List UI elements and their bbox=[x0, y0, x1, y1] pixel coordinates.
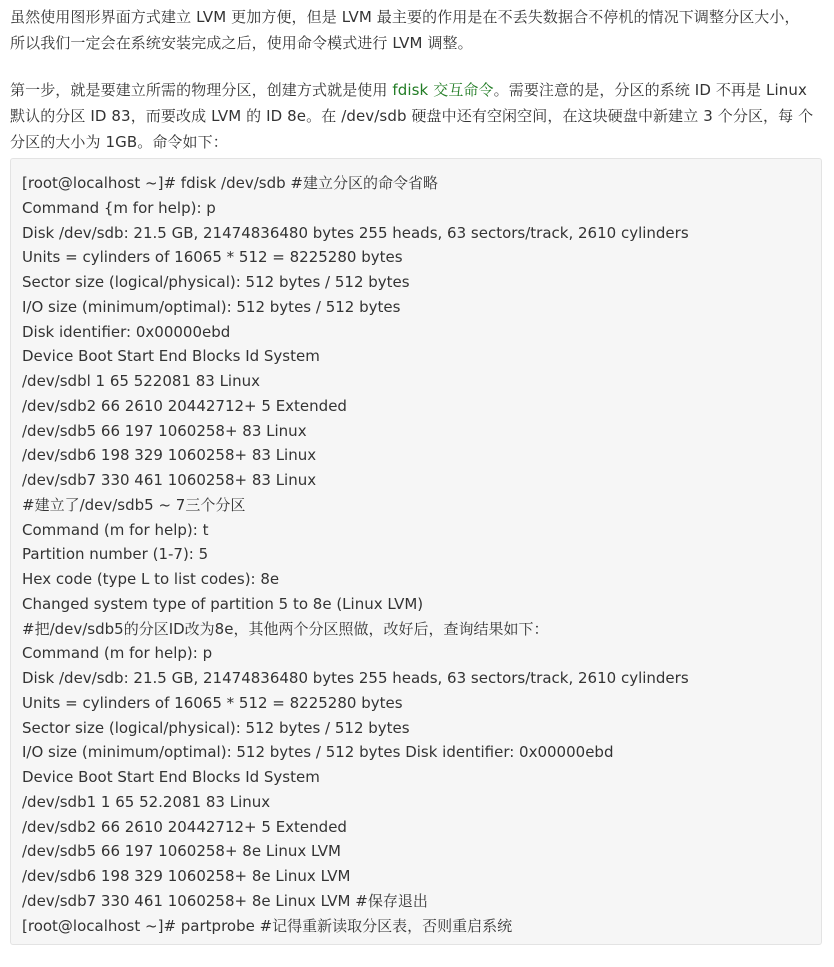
code-comment-line: #建立了/dev/sdb5 ~ 7三个分区 bbox=[22, 495, 246, 514]
code-line: Device Boot Start End Blocks Id System bbox=[22, 347, 320, 366]
step-one-line-1-text-after: 。需要注意的是，分区的系统 ID 不再是 Linux bbox=[493, 81, 807, 99]
fdisk-command-link[interactable]: fdisk 交互命令 bbox=[392, 81, 494, 99]
code-line: /dev/sdb2 66 2610 20442712+ 5 Extended bbox=[22, 817, 347, 836]
code-line: /dev/sdb6 198 329 1060258+ 8e Linux LVM bbox=[22, 867, 351, 885]
code-line: Command {m for help): p bbox=[22, 198, 216, 217]
code-line: Units = cylinders of 16065 * 512 = 8225280 bytes bbox=[22, 248, 403, 267]
code-line: /dev/sdb1 1 65 52.2081 83 Linux bbox=[22, 792, 271, 811]
code-block bbox=[10, 158, 822, 945]
code-line: Hex code (type L to list codes): 8e bbox=[22, 570, 280, 588]
code-line: Disk identifier: 0x00000ebd bbox=[22, 322, 231, 341]
code-line: /dev/sdb7 330 461 1060258+ 83 Linux bbox=[22, 471, 317, 489]
code-block-lines bbox=[22, 171, 689, 938]
code-line: Partition number (1-7): 5 bbox=[22, 545, 209, 564]
code-line: Sector size (logical/physical): 512 bytes / 512 bytes bbox=[22, 273, 410, 291]
code-line: [root@localhost ~]# partprobe #记得重新读取分区表，否则重启系统 bbox=[22, 916, 513, 935]
step-one-line-3: 分区的大小为 1GB。命令如下： bbox=[10, 133, 228, 151]
step-one-line-1-text-before: 第一步，就是要建立所需的物理分区，创建方式就是使用 bbox=[10, 81, 393, 99]
code-line: /dev/sdb7 330 461 1060258+ 8e Linux LVM #保存退出 bbox=[22, 891, 428, 910]
code-line: Disk /dev/sdb: 21.5 GB, 21474836480 bytes 255 heads, 63 sectors/track, 2610 cylinders bbox=[22, 669, 689, 687]
step-one-line-1 bbox=[10, 77, 824, 103]
code-line: /dev/sdb5 66 197 1060258+ 83 Linux bbox=[22, 421, 307, 440]
code-line: /dev/sdb6 198 329 1060258+ 83 Linux bbox=[22, 446, 317, 465]
code-line: /dev/sdb2 66 2610 20442712+ 5 Extended bbox=[22, 396, 347, 415]
intro-paragraph bbox=[10, 4, 824, 56]
intro-line-1: 虽然使用图形界面方式建立 LVM 更加方便，但是 LVM 最主要的作用是在不丢失数据合不停机的情况下调整分区大小， bbox=[10, 8, 800, 26]
code-line: /dev/sdbl 1 65 522081 83 Linux bbox=[22, 372, 260, 390]
code-line: [root@localhost ~]# fdisk /dev/sdb #建立分区的命令省略 bbox=[22, 174, 438, 192]
step-one-paragraph bbox=[10, 77, 824, 155]
step-one-line-2: 默认的分区 ID 83，而要改成 LVM 的 ID 8e。在 /dev/sdb 硬盘中还有空闲空间，在这块硬盘中新建立 3 个分区，每 个 bbox=[10, 107, 814, 125]
code-line: I/O size (minimum/optimal): 512 bytes / 512 bytes bbox=[22, 297, 401, 316]
code-line: Command (m for help): t bbox=[22, 520, 209, 539]
code-line: I/O size (minimum/optimal): 512 bytes / 512 bytes Disk identifier: 0x00000ebd bbox=[22, 743, 614, 762]
code-line: Sector size (logical/physical): 512 bytes / 512 bytes bbox=[22, 718, 410, 737]
code-line: Disk /dev/sdb: 21.5 GB, 21474836480 bytes 255 heads, 63 sectors/track, 2610 cylinders bbox=[22, 223, 689, 242]
code-comment-line: #把/dev/sdb5的分区ID改为8e，其他两个分区照做，改好后，查询结果如下： bbox=[22, 619, 549, 638]
code-line: /dev/sdb5 66 197 1060258+ 8e Linux LVM bbox=[22, 842, 341, 861]
intro-line-2: 所以我们一定会在系统安装完成之后，使用命令模式进行 LVM 调整。 bbox=[10, 34, 473, 52]
code-line: Command (m for help): p bbox=[22, 644, 213, 663]
code-line: Changed system type of partition 5 to 8e (Linux LVM) bbox=[22, 594, 424, 613]
code-line: Device Boot Start End Blocks Id System bbox=[22, 768, 320, 786]
code-line: Units = cylinders of 16065 * 512 = 8225280 bytes bbox=[22, 693, 403, 712]
